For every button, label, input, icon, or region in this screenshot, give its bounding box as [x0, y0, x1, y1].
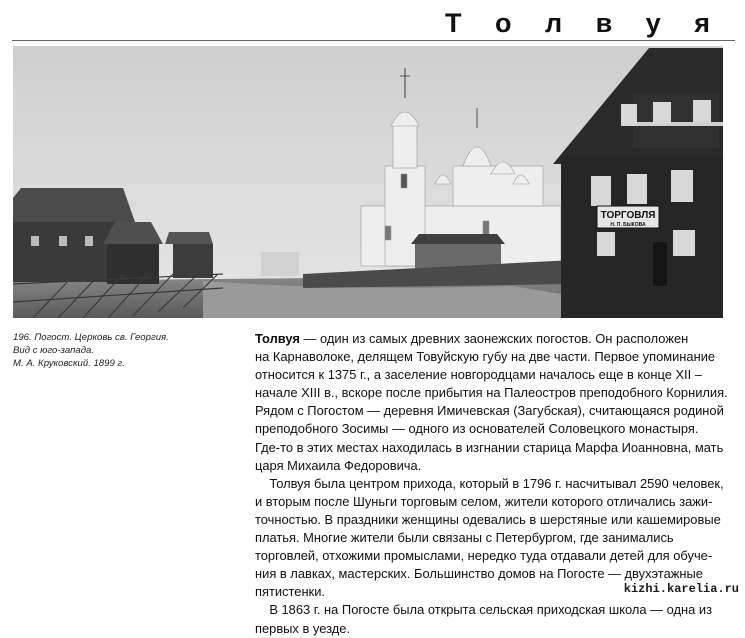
article-line: царя Михаила Федоровича.	[255, 457, 422, 473]
article-line: В 1863 г. на Погосте была открыта сельская приходская школа — одна из	[255, 602, 713, 618]
page-title: Т о л в у я	[444, 8, 723, 38]
article-line: начале XIII в., вскоре после прибытия на Палеостров преподобного Корнилия.	[255, 385, 728, 401]
site-watermark-link[interactable]: kizhi.karelia.ru	[623, 582, 739, 596]
article-line: торговлей, отхожими промыслами, нередко туда отдавали детей для обуче-	[255, 548, 713, 564]
lead-word: Толвуя	[255, 331, 300, 346]
article-line: точностью. В праздники женщины одевались в шерстяные или кашемировые	[255, 511, 721, 527]
article-line-rest: — один из самых древних заонежских погостов. Он расположен	[299, 331, 689, 346]
article-line	[255, 330, 725, 348]
photo-caption	[13, 331, 233, 370]
article-line: на Карнаволоке, делящем Товуйскую губу на две части. Первое упоминание	[255, 349, 716, 365]
article-line: пятистенки.	[255, 584, 325, 600]
shop-sign-main: ТОРГОВЛЯ	[600, 210, 656, 221]
article-line: первых в уезде.	[255, 620, 350, 636]
article-line: Толвуя была центром прихода, который в 1796 г. насчитывал 2590 человек,	[255, 475, 724, 491]
caption-line: Вид с юго-запада.	[13, 345, 95, 356]
article-line: ния в лавках, мастерских. Большинство домов на Погосте — двухэтажные	[255, 566, 703, 582]
article-line: платья. Многие жители были связаны с Петербургом, где занимались	[255, 530, 674, 546]
article-line: и вторым после Шуньги торговым селом, жители которого отличались зажи-	[255, 493, 713, 509]
caption-line: 196. Погост. Церковь св. Георгия.	[13, 332, 169, 343]
shop-sign-small: Н. П. БЫКОВА	[610, 222, 646, 228]
article-line: относится к 1375 г., а заселение новгородцами началось еще в конце XII –	[255, 367, 702, 383]
article-line: Рядом с Погостом — деревня Имичевская (Загубская), считающаяся родиной	[255, 403, 724, 419]
article-line: преподобного Зосимы — одного из основателей Соловецкого монастыря.	[255, 421, 699, 437]
header-divider	[12, 40, 735, 41]
caption-line: М. А. Круковский. 1899 г.	[13, 358, 125, 369]
article-line: Где-то в этих местах находилась в изгнании старица Марфа Иоанновна, мать	[255, 439, 724, 455]
historical-photo	[13, 46, 723, 318]
